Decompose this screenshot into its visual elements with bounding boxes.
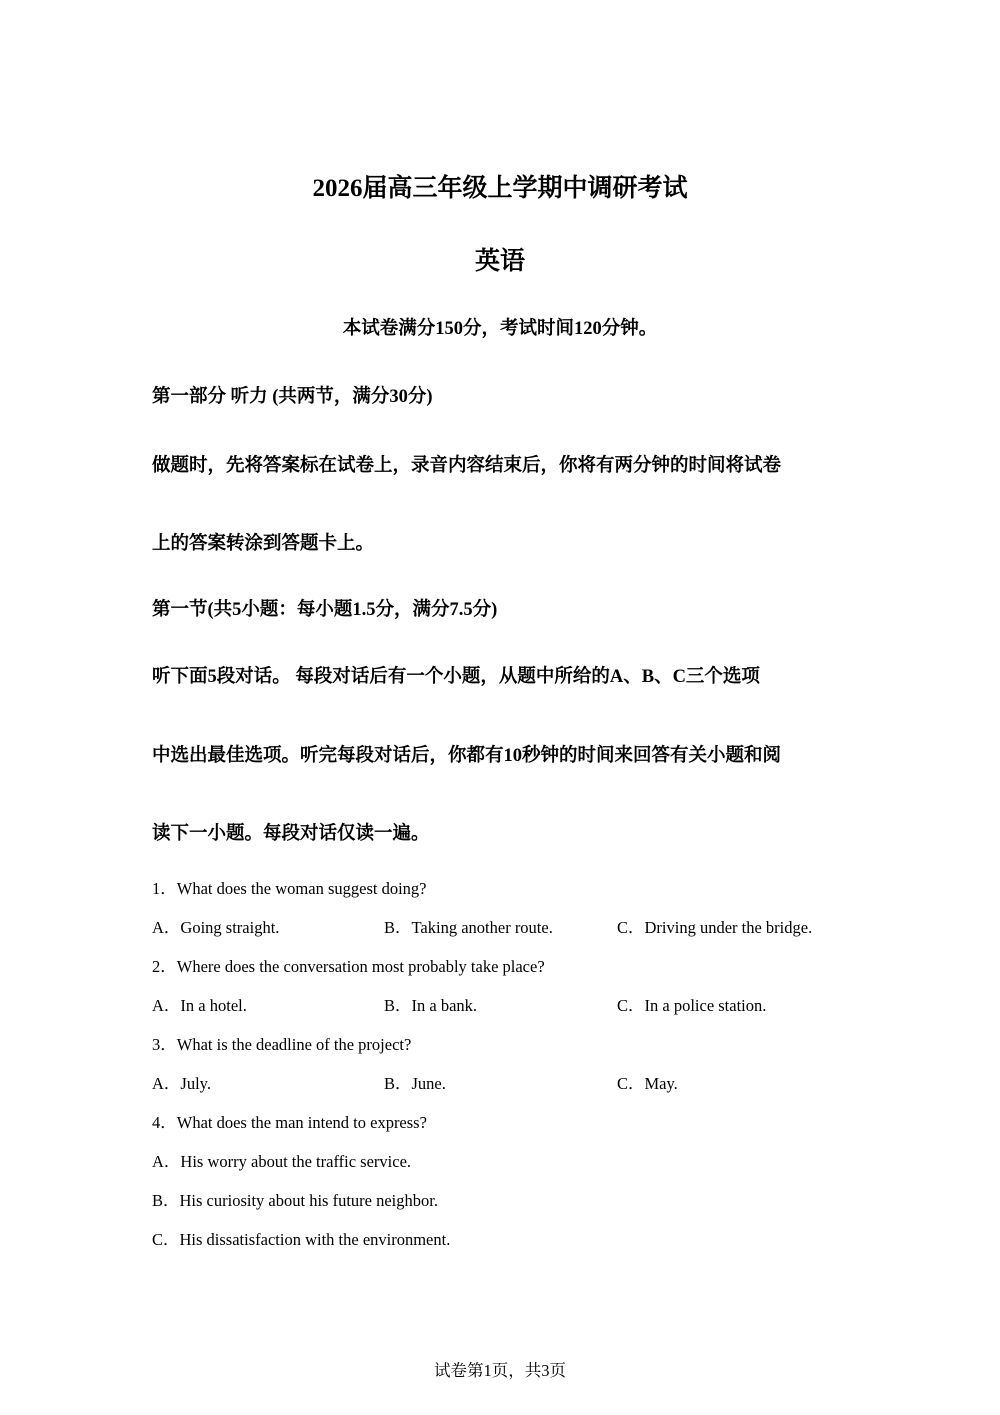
question-option: B．His curiosity about his future neighbor. <box>152 1191 438 1210</box>
question-option: A．July. <box>152 1074 211 1093</box>
question-option: B．June. <box>384 1074 446 1093</box>
question-stem: 4．What does the man intend to express? <box>152 1113 427 1132</box>
question-option: B．Taking another route. <box>384 918 553 937</box>
question-option: C．His dissatisfaction with the environment. <box>152 1230 451 1249</box>
section1-heading: 第一节(共5小题：每小题1.5分，满分7.5分) <box>152 600 498 620</box>
part1-instruction-line: 上的答案转涂到答题卡上。 <box>152 534 375 554</box>
question-option: A．His worry about the traffic service. <box>152 1152 412 1171</box>
question-stem: 1．What does the woman suggest doing? <box>152 879 427 898</box>
subject-title: 英语 <box>474 248 525 275</box>
question-option: A．In a hotel. <box>152 996 247 1015</box>
part1-heading: 第一部分 听力 (共两节，满分30分) <box>152 387 433 407</box>
part1-instruction-line: 做题时，先将答案标在试卷上，录音内容结束后，你将有两分钟的时间将试卷 <box>152 456 782 476</box>
exam-title: 2026届高三年级上学期中调研考试 <box>312 175 688 202</box>
question-option: A．Going straight. <box>152 918 280 937</box>
section1-instruction-line: 中选出最佳选项。听完每段对话后，你都有10秒钟的时间来回答有关小题和阅 <box>152 746 782 766</box>
exam-note: 本试卷满分150分，考试时间120分钟。 <box>342 319 658 339</box>
question-option: C．May. <box>617 1074 678 1093</box>
question-option: C．Driving under the bridge. <box>617 918 813 937</box>
section1-instruction-line: 读下一小题。每段对话仅读一遍。 <box>152 824 430 844</box>
page-footer: 试卷第1页，共3页 <box>434 1361 566 1380</box>
question-option: C．In a police station. <box>617 996 767 1015</box>
section1-instruction-line: 听下面5段对话。 每段对话后有一个小题，从题中所给的A、B、C三个选项 <box>152 667 760 687</box>
question-option: B．In a bank. <box>384 996 478 1015</box>
question-stem: 3．What is the deadline of the project? <box>152 1035 412 1054</box>
question-stem: 2．Where does the conversation most probably take place? <box>152 957 545 976</box>
